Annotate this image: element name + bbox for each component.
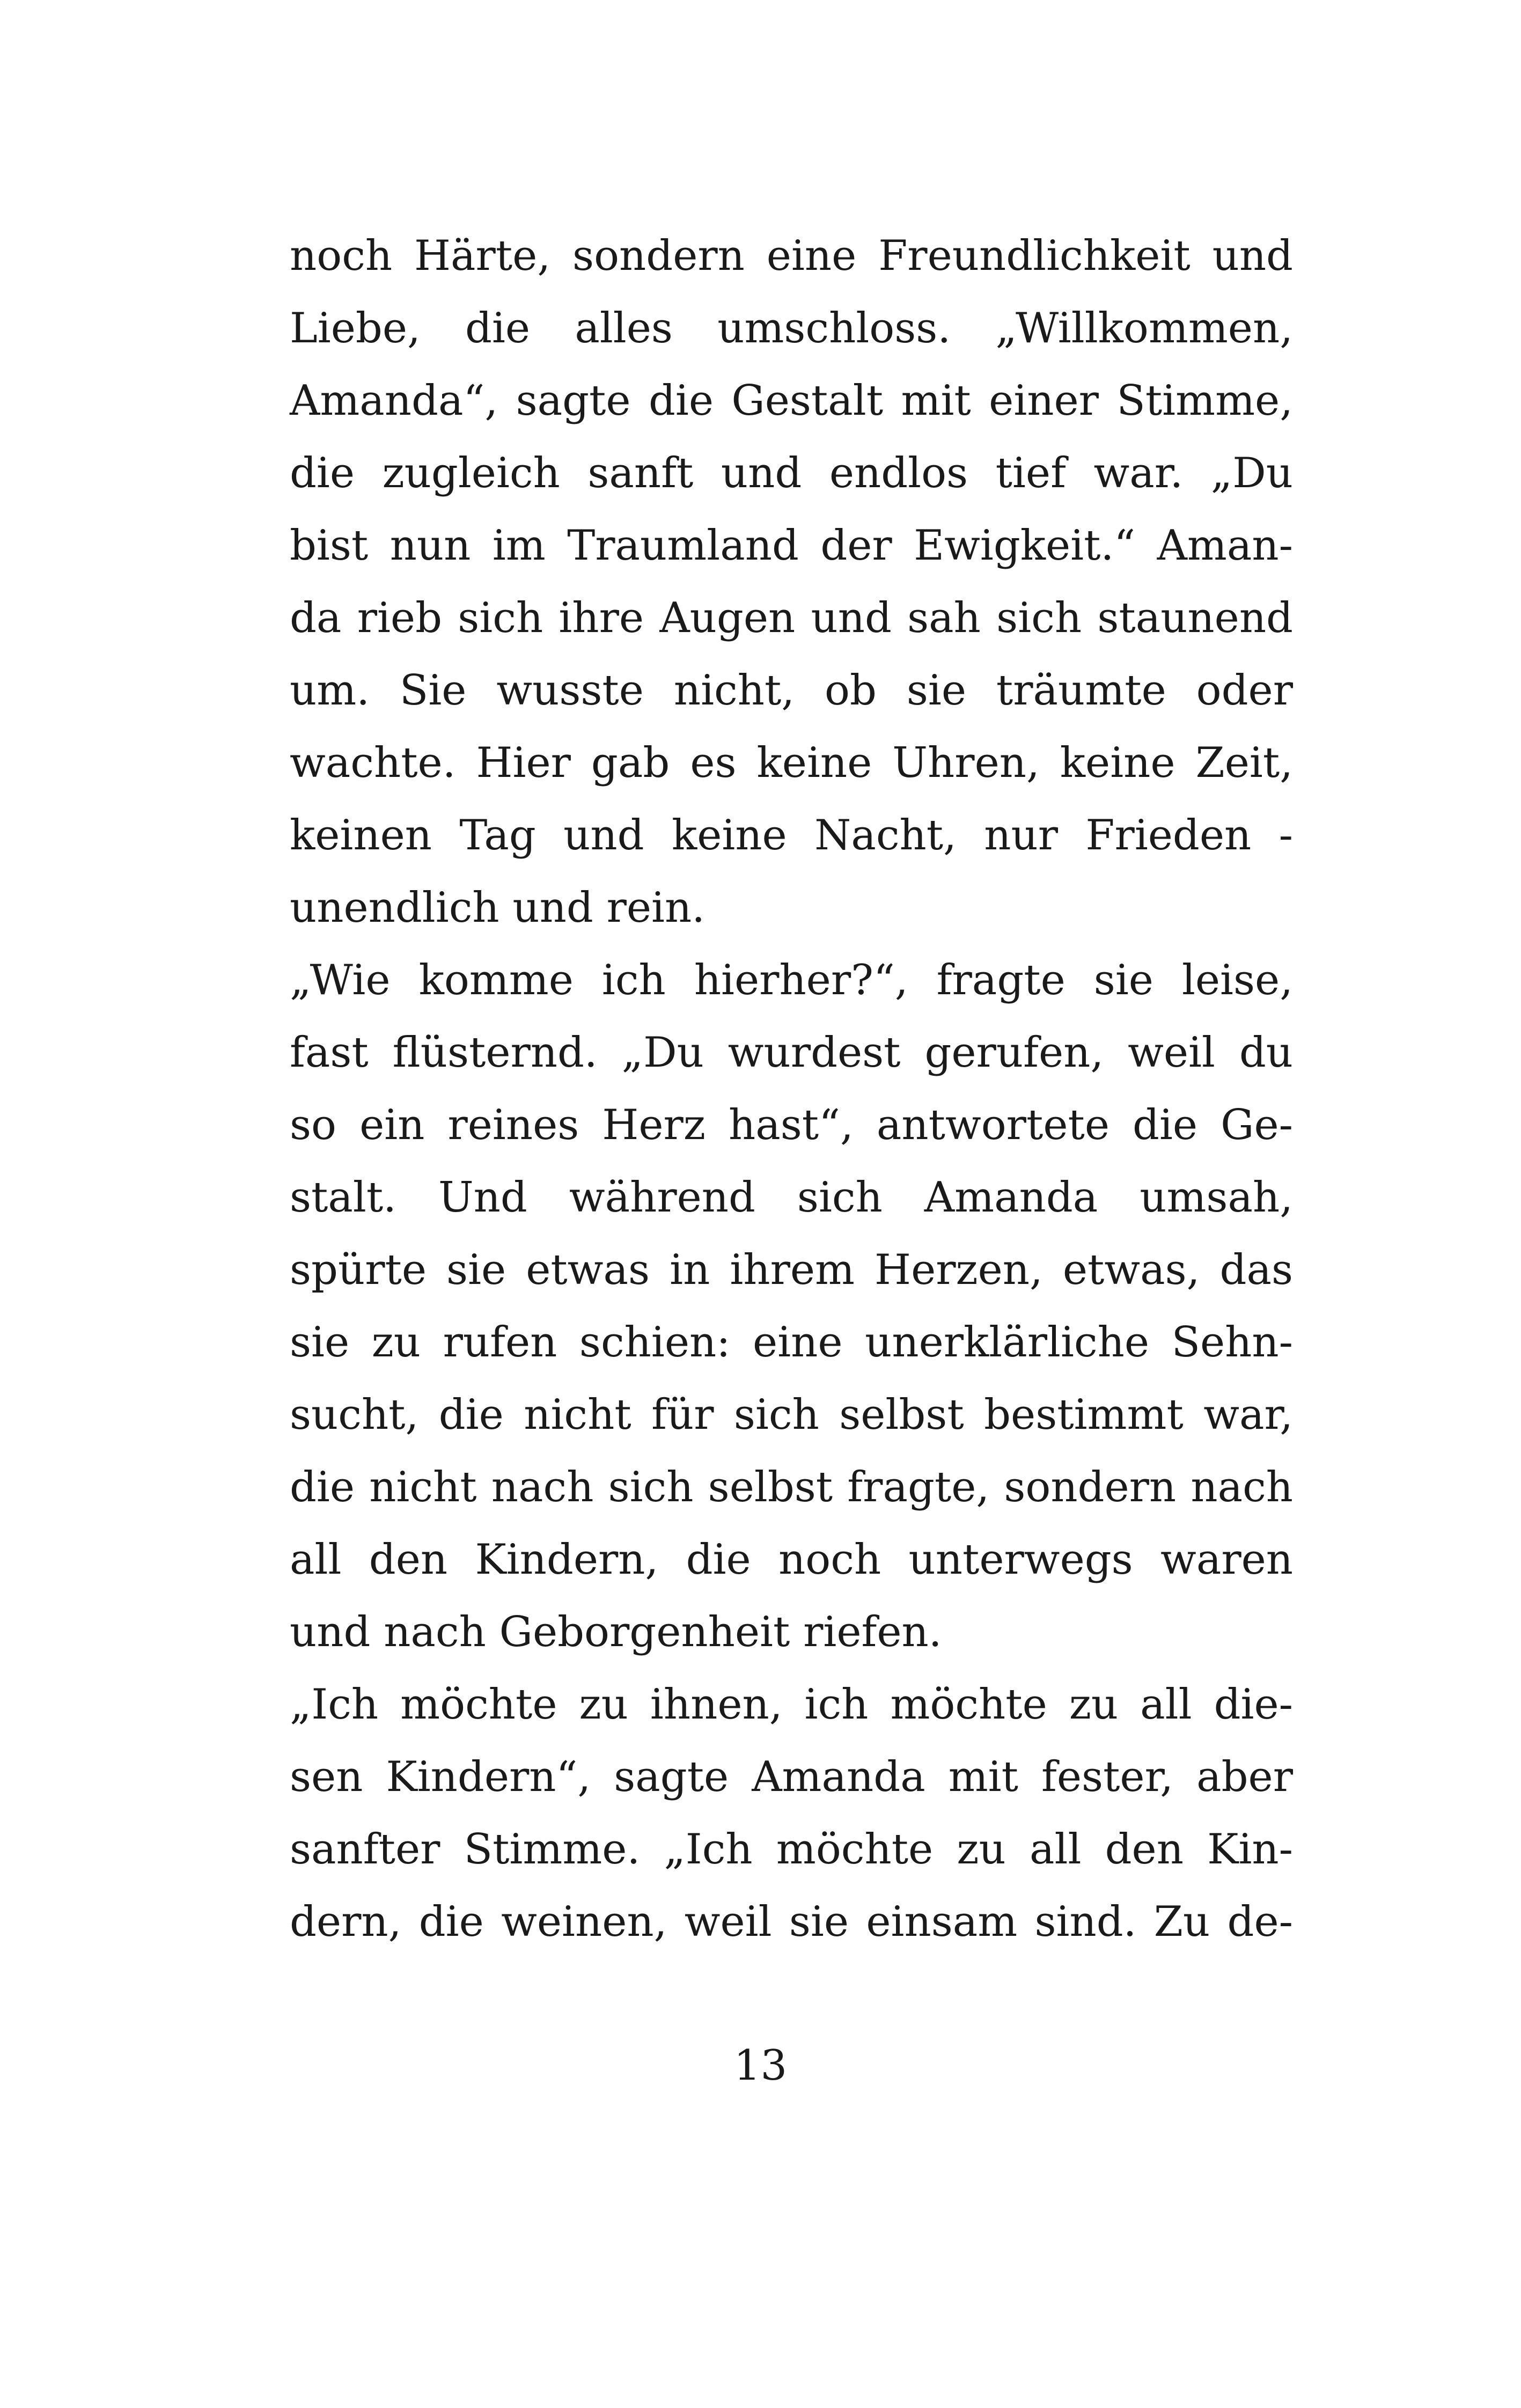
text-line: sanfter Stimme. „Ich möchte zu all den Kin- <box>290 1825 1293 1874</box>
text-line: und nach Geborgenheit riefen. <box>290 1608 942 1656</box>
page-number: 13 <box>733 2042 788 2090</box>
text-line: sen Kindern“, sagte Amanda mit fester, aber <box>290 1753 1293 1801</box>
text-line: keinen Tag und keine Nacht, nur Frieden - <box>290 811 1293 860</box>
text-line: da rieb sich ihre Augen und sah sich staunend <box>290 594 1293 642</box>
body-text <box>290 220 1293 1958</box>
text-line: fast flüsternd. „Du wurdest gerufen, weil du <box>290 1029 1293 1077</box>
text-line: Liebe, die alles umschloss. „Willkommen, <box>290 304 1293 353</box>
text-line: stalt. Und während sich Amanda umsah, <box>290 1173 1293 1222</box>
text-line: Amanda“, sagte die Gestalt mit einer Stimme, <box>290 377 1293 425</box>
text-line: bist nun im Traumland der Ewigkeit.“ Aman- <box>290 522 1293 570</box>
text-line: „Ich möchte zu ihnen, ich möchte zu all die- <box>290 1680 1293 1729</box>
text-line: spürte sie etwas in ihrem Herzen, etwas, das <box>290 1246 1293 1294</box>
text-line: unendlich und rein. <box>290 884 706 932</box>
text-line: sie zu rufen schien: eine unerklärliche Sehn- <box>290 1318 1293 1367</box>
text-line: all den Kindern, die noch unterwegs waren <box>290 1536 1293 1584</box>
text-line: die nicht nach sich selbst fragte, sondern nach <box>290 1463 1293 1511</box>
text-line: um. Sie wusste nicht, ob sie träumte oder <box>290 666 1293 715</box>
text-line: die zugleich sanft und endlos tief war. „Du <box>290 449 1293 497</box>
text-line: noch Härte, sondern eine Freundlichkeit und <box>290 232 1293 280</box>
text-line: „Wie komme ich hierher?“, fragte sie leise, <box>290 956 1293 1004</box>
text-line: dern, die weinen, weil sie einsam sind. Zu de- <box>290 1898 1293 1946</box>
text-line: wachte. Hier gab es keine Uhren, keine Zeit, <box>290 739 1293 787</box>
text-line: sucht, die nicht für sich selbst bestimmt war, <box>290 1391 1293 1439</box>
text-line: so ein reines Herz hast“, antwortete die Ge- <box>290 1101 1293 1149</box>
